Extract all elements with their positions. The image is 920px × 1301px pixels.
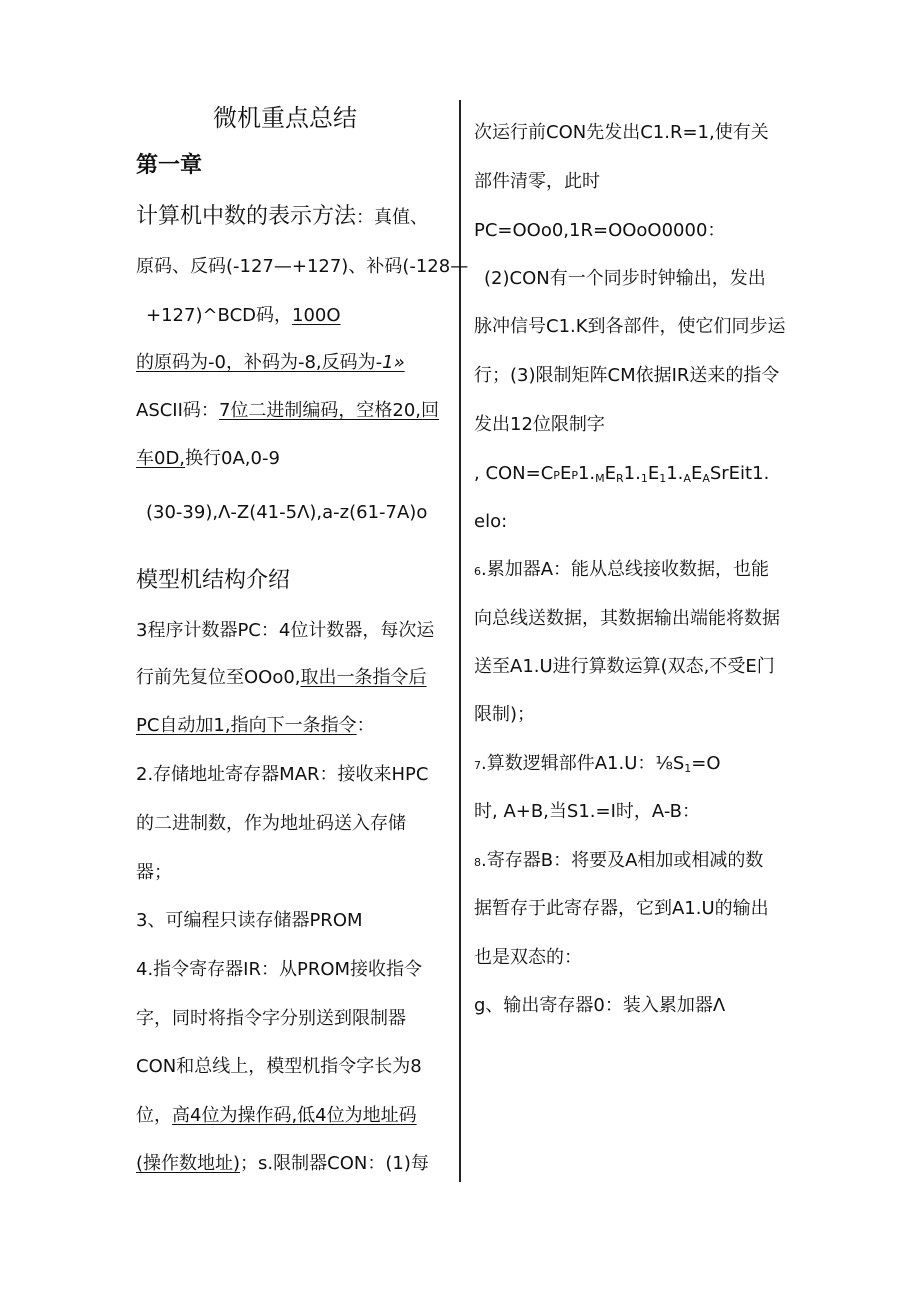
text-line: 3程序计数器PC：4位计数器，每次运 (136, 620, 435, 641)
text-line: elo: (474, 511, 508, 532)
text-line: 时, A+B,当S1.=I时，A-B： (474, 801, 701, 822)
text-line: 限制)； (474, 704, 536, 725)
section-heading: 计算机中数的表示方法 (136, 204, 357, 229)
text-line: CON和总线上，模型机指令字长为8 (136, 1056, 422, 1077)
text-line: 8.寄存器B：将要及A相加或相减的数 (474, 850, 764, 871)
control-word-line: , $CON=CPEP1._ME_R1._1E_11._AE_ASrEit1$. (474, 463, 770, 485)
text-line: 7.算数逻辑部件A1.U：$\frac{1}{8}S_1=O$ (474, 753, 721, 775)
text-line: 脉冲信号C1.K到各部件，使它们同步运 (474, 316, 786, 337)
text-line: 字，同时将指令字分别送到限制器 (136, 1008, 406, 1029)
page-title: 微机重点总结 (213, 104, 357, 132)
text-line: 向总线送数据，其数据输出端能将数据 (474, 608, 780, 629)
section-number-representation: 计算机中数的表示方法：真值、 (136, 204, 429, 229)
text-line: +127)^BCD码，100O (146, 305, 341, 326)
text-line: PC自动加1,指向下一条指令： (136, 715, 375, 736)
text-line: (2)CON有一个同步时钟输出，发出 (484, 268, 766, 289)
text-line: 行前先复位至OOo0,取出一条指令后 (136, 667, 427, 688)
text-line: 6.累加器A：能从总线接收数据，也能 (474, 559, 770, 580)
text-line: 器； (136, 862, 172, 883)
text-line: 行；(3)限制矩阵CM依据IR送来的指令 (474, 365, 780, 386)
text-line: 发出12位限制字 (474, 414, 605, 435)
text-line: 次运行前CON先发出C1.R=1,使有关 (474, 122, 769, 143)
chapter-heading: 第一章 (136, 153, 203, 178)
text-line: 3、可编程只读存储器PROM (136, 910, 363, 931)
text-line: 原码、反码(-127—+127)、补码(-128— (136, 256, 469, 277)
text-line: 车0D,换行0A,0-9 (136, 448, 280, 469)
text-line: 也是双态的： (474, 947, 582, 968)
text-line: PC=OOo0,1R=OOoO0000： (474, 220, 726, 241)
text-line: (操作数地址)；s.限制器CON：(1)每 (136, 1153, 429, 1174)
text-line: 据暂存于此寄存器，它到A1.U的输出 (474, 898, 769, 919)
text-line: 的二进制数，作为地址码送入存储 (136, 813, 406, 834)
section-heading: 模型机结构介绍 (136, 568, 291, 593)
text-line-underlined: 的原码为-0，补码为-8,反码为-1» (136, 352, 405, 373)
text-line: ASCII码：7位二进制编码，空格20,回 (136, 400, 440, 421)
text-line: 4.指令寄存器IR：从PROM接收指令 (136, 959, 423, 980)
text-line: 部件清零，此时 (474, 171, 600, 192)
text-line: g、输出寄存器0：装入累加器Λ (474, 995, 726, 1016)
text-line: 送至A1.U进行算数运算(双态,不受E门 (474, 656, 775, 677)
text-line: 2.存储地址寄存器MAR：接收来HPC (136, 764, 429, 785)
text-line: (30-39),Λ-Z(41-5Λ),a-z(61-7A)o (146, 502, 428, 523)
text-line: 位，高4位为操作码,低4位为地址码 (136, 1105, 417, 1126)
